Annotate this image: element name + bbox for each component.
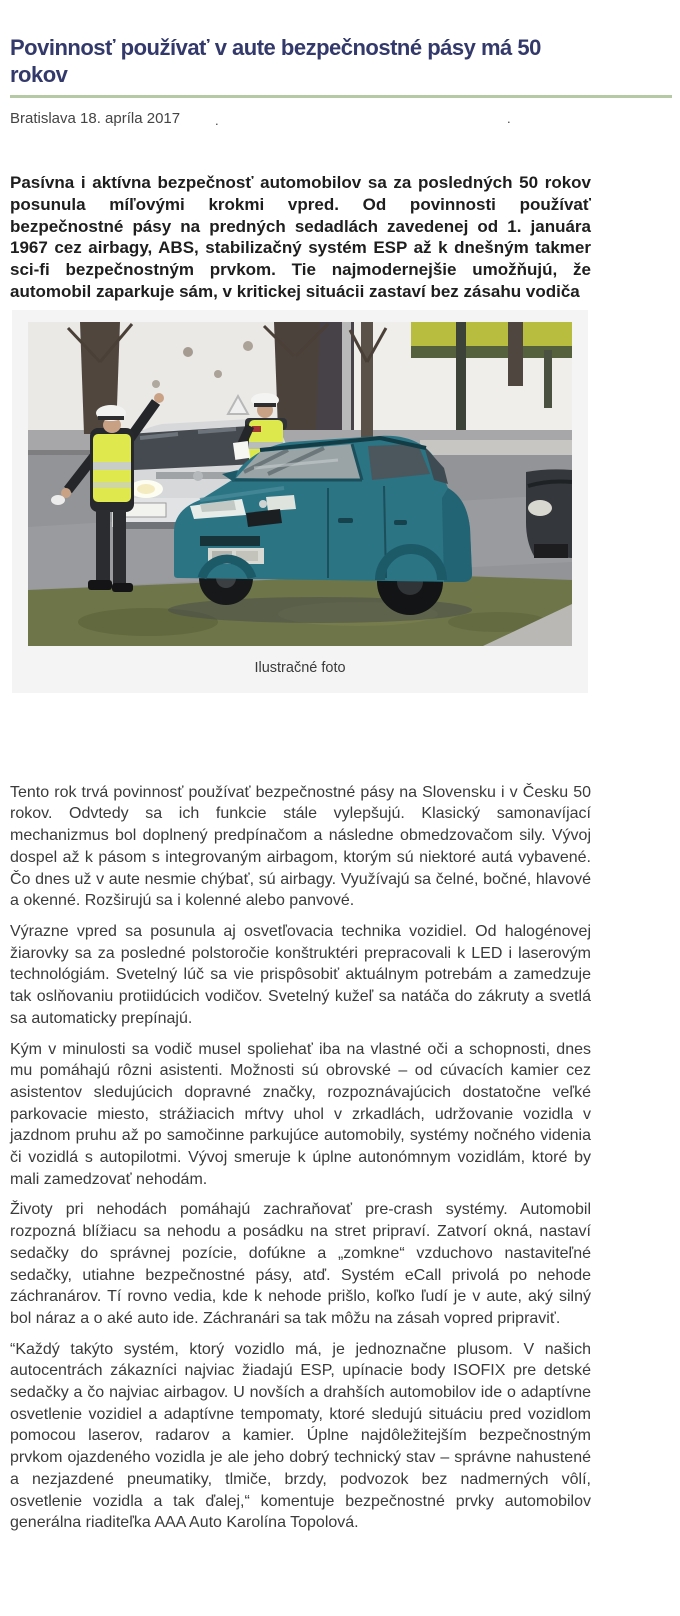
page-title-line-1: Povinnosť používať v aute bezpečnostné pásy má 50 bbox=[10, 35, 541, 60]
dateline: Bratislava 18. apríla 2017 bbox=[10, 110, 181, 127]
photo-caption: Ilustračné foto bbox=[254, 659, 346, 676]
dateline-dot: . bbox=[215, 113, 219, 128]
body-paragraph-3: Kým v minulosti sa vodič musel spoliehať iba na vlastné oči a schopnosti, dnes mu pomáhajú rôzni asistenti. Možnosti sú obrovské – od cúvacích kamier cez asistentov sledujúcich dopravné značky, rozpoznávajúcich dostatočne veľké parkovacie miesto, strážiacich mŕtvy uhol v zrkadlách, udržovanie vozidla v jazdnom pruhu až po samočinne parkujúce automobily, systémy nočného videnia či vozidlá s autopilotmi. Vývoj smeruje k úplne autonómnym vozidlám, ktoré by mali zamedzovať nehodám. bbox=[10, 1040, 591, 1188]
body-paragraph-4: Životy pri nehodách pomáhajú zachraňovať pre-crash systémy. Automobil rozpozná blížiacu sa nehodu a posádku na stret pripraví. Zatvorí okná, nastaví sedačky do správnej pozície, dofúkne a „zomkne“ vzduchovo nastaviteľné sedačky, utiahne bezpečnostné pásy, atď. Systém eCall privolá po nehode záchranárov. Tí rovno vedia, kde k nehode prišlo, koľko ľudí je v aute, aký silný bol náraz a o aké auto ide. Záchranári sa tak môžu na zásah vopred pripraviť. bbox=[10, 1201, 591, 1327]
title-divider bbox=[10, 95, 672, 98]
lead-paragraph: Pasívna i aktívna bezpečnosť automobilov sa za posledných 50 rokov posunula míľovými krokmi vpred. Od povinnosti používať bezpečnostné pásy na predných sedadlách zavedenej od 1. januára 1967 cez airbagy, ABS, stabilizačný systém ESP až k dnešným takmer sci-fi bezpečnostným prvkom. Tie najmodernejšie umožňujú, že automobil zaparkuje sám, v kritickej situácii zastaví bez zásahu vodiča bbox=[10, 173, 591, 301]
article-photo bbox=[28, 322, 572, 646]
stray-dot: . bbox=[507, 111, 511, 126]
body-paragraph-5: “Každý takýto systém, ktorý vozidlo má, je jednoznačne plusom. V našich autocentrách zákazníci najviac žiadajú ESP, upínacie body ISOFIX pre detské sedačky a čo najviac airbagov. U novších a drahších automobilov ide o adaptívne osvetlenie vozidiel a adaptívne tempomaty, ktoré sledujú situáciu pred vozidlom pomocou laserov, radarov a kamier. Úplne najdôležitejším bezpečnostným prvkom ojazdeného vozidla je ale jeho dobrý technický stav – správne nahustené a nezjazdené pneumatiky, tlmiče, brzdy, podvozok bez nadmerných vôlí, osvetlenie vozidla a tak ďalej,“ komentuje bezpečnostné prvky automobilov generálna riaditeľka AAA Auto Karolína Topolová. bbox=[10, 1340, 591, 1532]
article-page bbox=[10, 0, 603, 1534]
dateline-row bbox=[10, 110, 603, 130]
page-title-line-2: rokov bbox=[10, 62, 68, 87]
body-paragraph-1: Tento rok trvá povinnosť používať bezpečnostné pásy na Slovensku i v Česku 50 rokov. Odvtedy sa ich funkcie stále vylepšujú. Klasický samonavíjací mechanizmus bol doplnený predpínačom a následne obmedzovačom sily. Vývoj dospel až k pásom s integrovaným airbagom, ktorým sú niektoré autá vybavené. Čo dnes už v aute nesmie chýbať, sú airbagy. Využívajú sa čelné, bočné, hlavové a okenné. Rozširujú sa i kolenné alebo panvové. bbox=[10, 783, 591, 910]
article-figure bbox=[12, 310, 588, 693]
body-paragraph-2: Výrazne vpred sa posunula aj osvetľovacia technika vozidiel. Od halogénovej žiarovky sa za posledné polstoročie konštruktéri prepracovali k LED i laserovým technológiám. Svetelný lúč sa vie prispôsobiť aktuálnym potrebám a zamedzuje tak oslňovaniu protiidúcich vodičov. Svetelný kužeľ sa natáča do zákruty a svetlá sa automaticky prepínajú. bbox=[10, 923, 591, 1027]
page-title bbox=[10, 34, 603, 88]
dark-car bbox=[526, 469, 572, 558]
